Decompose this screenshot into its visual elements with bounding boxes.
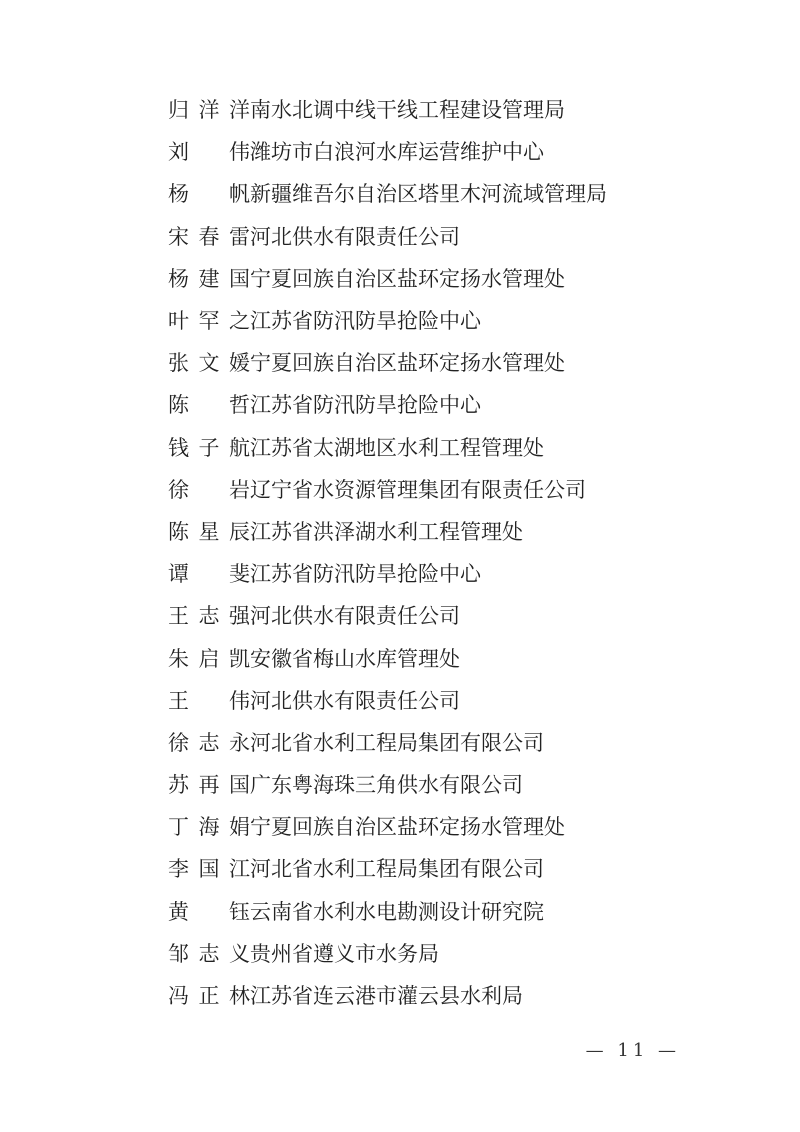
page-number: — 11 — [585,1040,680,1061]
list-item [168,130,768,172]
person-name: 王志强 [168,604,250,629]
person-name: 丁海娟 [168,815,250,840]
person-name: 陈星辰 [168,519,250,544]
list-item [168,847,768,889]
organization-name: 河北省水利工程局集团有限公司 [250,730,544,755]
person-name: 宋春雷 [168,224,250,249]
organization-name: 河北供水有限责任公司 [250,604,460,629]
organization-name: 宁夏回族自治区盐环定扬水管理处 [250,266,565,291]
person-name: 王 伟 [168,688,250,713]
organization-name: 云南省水利水电勘测设计研究院 [250,899,544,924]
person-name: 邹志义 [168,941,250,966]
organization-name: 河北供水有限责任公司 [250,224,460,249]
list-item [168,932,768,974]
list-item [168,426,768,468]
organization-name: 江苏省防汛防旱抢险中心 [250,562,481,587]
organization-name: 宁夏回族自治区盐环定扬水管理处 [250,351,565,376]
list-item [168,215,768,257]
person-name: 冯正林 [168,984,250,1009]
person-name: 杨建国 [168,266,250,291]
organization-name: 宁夏回族自治区盐环定扬水管理处 [250,815,565,840]
list-item [168,805,768,847]
list-item [168,172,768,214]
person-name: 黄 钰 [168,899,250,924]
person-name: 叶罕之 [168,309,250,334]
organization-name: 安徽省梅山水库管理处 [250,646,460,671]
person-name: 杨 帆 [168,182,250,207]
organization-name: 江苏省防汛防旱抢险中心 [250,393,481,418]
person-name: 徐 岩 [168,477,250,502]
list-item [168,88,768,130]
organization-name: 江苏省太湖地区水利工程管理处 [250,435,544,460]
person-name: 归洋洋 [168,98,250,123]
organization-name: 江苏省连云港市灌云县水利局 [250,984,523,1009]
list-item [168,468,768,510]
list-item [168,552,768,594]
list-item [168,510,768,552]
organization-name: 潍坊市白浪河水库运营维护中心 [250,140,544,165]
list-item [168,257,768,299]
organization-name: 河北供水有限责任公司 [250,688,460,713]
list-item [168,974,768,1016]
person-name: 徐志永 [168,730,250,755]
list-item [168,763,768,805]
organization-name: 江苏省防汛防旱抢险中心 [250,309,481,334]
list-item [168,679,768,721]
person-name: 张文媛 [168,351,250,376]
organization-name: 江苏省洪泽湖水利工程管理处 [250,519,523,544]
name-list [168,88,768,1016]
organization-name: 新疆维吾尔自治区塔里木河流域管理局 [250,182,607,207]
organization-name: 辽宁省水资源管理集团有限责任公司 [250,477,586,502]
person-name: 刘 伟 [168,140,250,165]
person-name: 苏再国 [168,773,250,798]
list-item [168,890,768,932]
person-name: 朱启凯 [168,646,250,671]
person-name: 陈 哲 [168,393,250,418]
organization-name: 南水北调中线干线工程建设管理局 [250,98,565,123]
list-item [168,341,768,383]
list-item [168,594,768,636]
person-name: 李国江 [168,857,250,882]
list-item [168,299,768,341]
list-item [168,383,768,425]
person-name: 钱子航 [168,435,250,460]
organization-name: 广东粤海珠三角供水有限公司 [250,773,523,798]
organization-name: 贵州省遵义市水务局 [250,941,439,966]
list-item [168,636,768,678]
organization-name: 河北省水利工程局集团有限公司 [250,857,544,882]
list-item [168,721,768,763]
person-name: 谭 斐 [168,562,250,587]
